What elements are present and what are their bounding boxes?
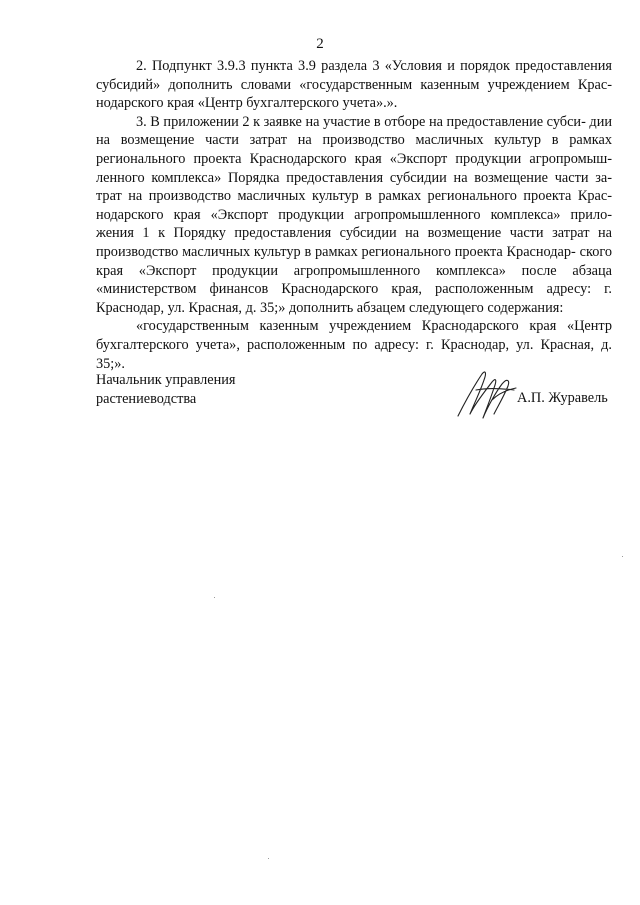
- text-line: трат на производство масличных культур в рамках регионального проекта Крас-: [96, 188, 612, 205]
- handwritten-signature: [452, 360, 522, 426]
- signatory-title-line1: Начальник управления: [96, 372, 236, 388]
- text-line: бухгалтерского учета», расположенным по адресу: г. Краснодар, ул. Красная,: [96, 336, 595, 353]
- scan-speck: [622, 556, 623, 557]
- text-line: дии на возмещение части затрат на производство масличных культур в рамках: [96, 113, 612, 149]
- signatory-title: [96, 371, 235, 408]
- text-line: «государственным казенным учреждением Краснодарского края «Центр: [136, 318, 612, 335]
- text-line: регионального проекта Краснодарского края «Экспорт продукции агропромыш-: [96, 150, 612, 167]
- text-line: нодарского края «Центр бухгалтерского учета».».: [96, 95, 398, 112]
- paragraph-quoted-addition: [96, 317, 612, 373]
- text-line: 3. В приложении 2 к заявке на участие в отборе на предоставление субси-: [136, 113, 586, 130]
- page-number: 2: [316, 36, 324, 52]
- text-line: жения 1 к Порядку предоставления субсидии на возмещение части затрат на: [96, 225, 612, 242]
- text-line: г. Краснодар, ул. Красная, д. 35;» дополнить абзацем следующего содержания:: [96, 281, 612, 316]
- scan-speck: [214, 597, 215, 598]
- document-body: [96, 57, 612, 373]
- paragraph-item-2: [96, 57, 612, 113]
- signatory-title-line2: растениеводства: [96, 390, 197, 407]
- text-line: «министерством финансов Краснодарского края, расположенным адресу:: [96, 281, 592, 298]
- text-line: ленного комплекса» Порядка предоставления субсидии на возмещение части за-: [96, 169, 612, 186]
- text-line: производство масличных культур в рамках регионального проекта Краснодар-: [96, 243, 576, 260]
- text-line: 2. Подпункт 3.9.3 пункта 3.9 раздела 3 «Условия и порядок предоставления: [136, 58, 612, 74]
- text-line: ского края «Экспорт продукции агропромышленного комплекса» после абзаца: [96, 243, 612, 279]
- text-line: д. 35;».: [96, 336, 612, 372]
- signatory-name: А.П. Журавель: [517, 390, 608, 406]
- paragraph-item-3: [96, 113, 612, 318]
- scan-speck: [268, 858, 269, 859]
- text-line: нодарского края «Экспорт продукции агропромышленного комплекса» прило-: [96, 206, 612, 223]
- text-line: субсидий» дополнить словами «государственным казенным учреждением Крас-: [96, 76, 612, 93]
